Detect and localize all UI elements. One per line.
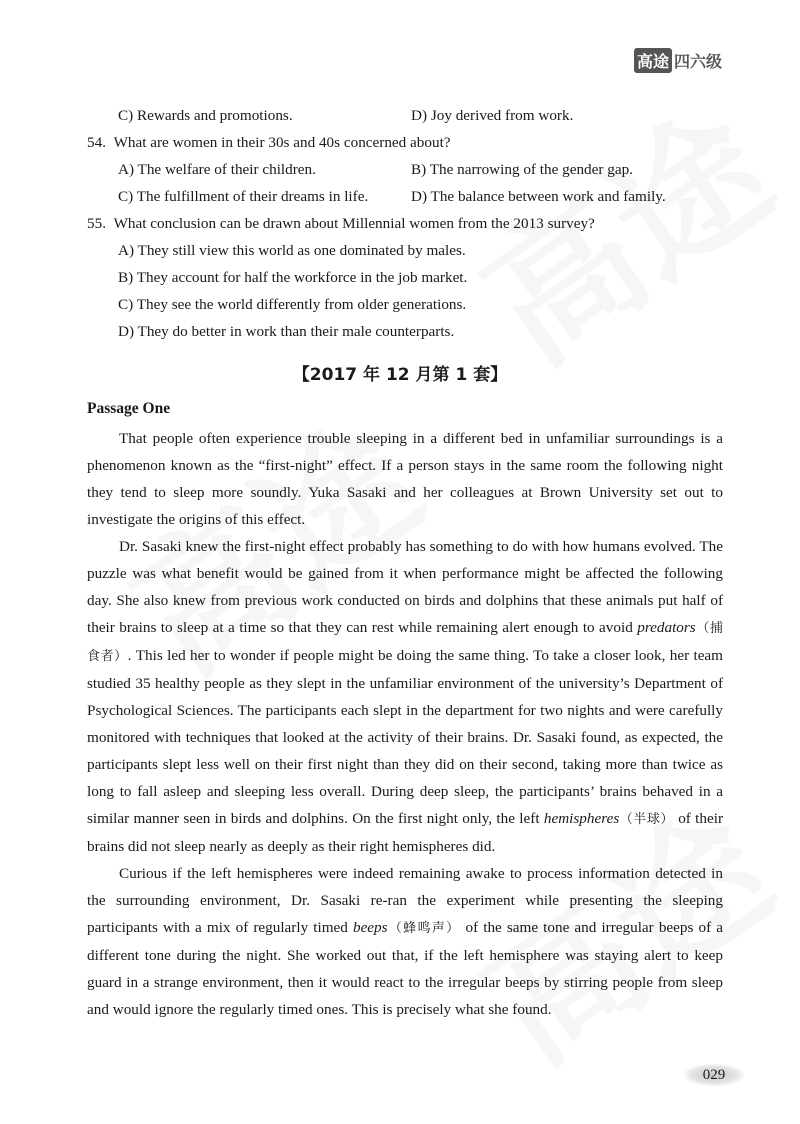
brand-logo-text: 四六级 (673, 52, 722, 71)
page-number: 029 (684, 1064, 744, 1086)
paragraph-1: That people often experience trouble sleeping in a different bed in unfamiliar surroundings is a phenomenon known as the “first-night” effect. If a person stays in the same room the following night they tend to sleep more soundly. Yuka Sasaki and her colleagues at Brown University set out to investigate the origins of this effect. (87, 430, 723, 528)
paragraph-3 (87, 860, 723, 1023)
paragraph-2-text-b: . This led her to wonder if people might be doing the same thing. To take a closer look, her team studied 35 healthy people as they slept in the unfamiliar environment of the university’s Department of Psychological Sciences. The participants each slept in the department for two nights and were carefully monitored with techniques that looked at the activity of their brains. Dr. Sasaki found, as expected, the participants slept less well on their first night than they did on their second, taking more than twice as long to fall asleep and sleeping less overall. During deep sleep, the participants’ brains behaved in a similar manner seen in birds and dolphins. On the first night only, the left (87, 647, 723, 827)
brand-logo-box: 高途 (634, 48, 672, 73)
paragraph-2 (87, 533, 723, 860)
gloss-hemispheres: （半球） (619, 812, 674, 827)
paragraph-2-text-c: of their brains did not sleep nearly as deeply as their right hemispheres did. (87, 810, 724, 855)
q54-stem: 54. What are women in their 30s and 40s concerned about? (87, 134, 451, 151)
passage-body (87, 425, 723, 1023)
paragraph-3-text-a: Curious if the left hemispheres were indeed remaining awake to process information detected in the surrounding environment, Dr. Sasaki re-ran the experiment while presenting the sleeping participants with a mix of regularly timed (87, 865, 723, 936)
section-heading: 【2017 年 12 月第 1 套】 (292, 365, 508, 385)
q55-option-a: A) They still view this world as one dominated by males. (118, 242, 466, 259)
q55-option-b: B) They account for half the workforce in the job market. (118, 269, 468, 286)
q54-option-d: D) The balance between work and family. (411, 188, 666, 205)
passage-title: Passage One (87, 400, 171, 417)
q55-option-d: D) They do better in work than their male counterparts. (118, 323, 455, 340)
q53-option-c: C) Rewards and promotions. (118, 107, 293, 124)
q53-option-d: D) Joy derived from work. (411, 107, 574, 124)
term-hemispheres: hemispheres (543, 810, 620, 827)
term-beeps: beeps (352, 919, 388, 936)
q54-option-c: C) The fulfillment of their dreams in life. (118, 188, 369, 205)
brand-logo (634, 48, 722, 73)
q55-option-c: C) They see the world differently from older generations. (118, 296, 467, 313)
gloss-predators: （捕食者） (87, 621, 723, 664)
q54-option-b: B) The narrowing of the gender gap. (411, 161, 633, 178)
gloss-beeps: （蜂鸣声） (387, 921, 461, 936)
paragraph-2-text-a: Dr. Sasaki knew the first-night effect probably has something to do with how humans evolved. The puzzle was what benefit would be gained from it when performance might be affected the following day. She also knew from previous work conducted on birds and dolphins that these animals put half of their brains to sleep at a time so that they can rest while remaining alert enough to avoid (87, 538, 723, 636)
term-predators: predators (637, 619, 696, 636)
q54-option-a: A) The welfare of their children. (118, 161, 316, 178)
q55-stem: 55. What conclusion can be drawn about Millennial women from the 2013 survey? (87, 215, 595, 232)
paragraph-3-text-b: of the same tone and irregular beeps of a different tone during the night. She worked out that, if the left hemisphere was staying alert to keep guard in a strange environment, then it would react to the irregular beeps by stirring people from sleep and would ignore the regularly timed ones. This is precisely what she found. (87, 919, 723, 1018)
